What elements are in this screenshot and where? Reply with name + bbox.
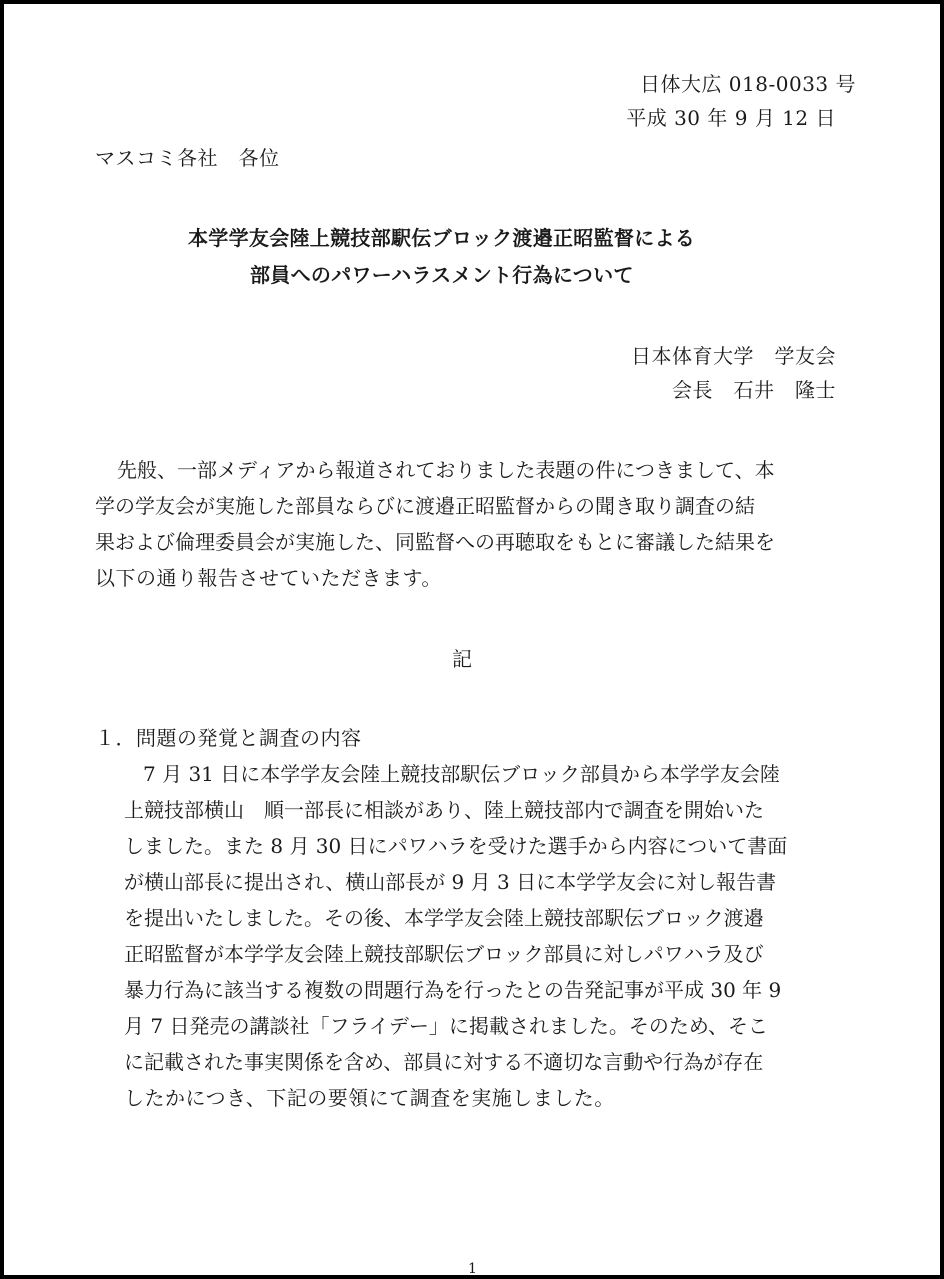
intro-line-1: 先般、一部メディアから報道されておりました表題の件につきまして、本 [117,458,775,482]
intro-line-4: 以下の通り報告させていただきます。 [95,566,442,590]
document-date: 平成 30 年 9 月 12 日 [626,106,836,130]
section-1-line-2: 上競技部横山 順一部長に相談があり、陸上競技部内で調査を開始いた [124,798,764,822]
sender-organization: 日本体育大学 学友会 [631,344,836,368]
ki-heading: 記 [452,647,473,671]
section-1-line-8: 月 7 日発売の講談社「フライデー」に掲載されました。そのため、そこ [124,1014,769,1038]
document-number: 日体大広 018-0033 号 [639,72,856,96]
recipient: マスコミ各社 各位 [95,146,280,170]
page-number: 1 [468,1261,477,1275]
section-1-line-4: が横山部長に提出され、横山部長が 9 月 3 日に本学学友会に対し報告書 [124,870,777,894]
intro-line-3: 果および倫理委員会が実施した、同監督への再聴取をもとに審議した結果を [95,530,775,554]
section-1-line-5: を提出いたしました。その後、本学学友会陸上競技部駅伝ブロック渡邉 [124,906,764,930]
section-1-line-6: 正昭監督が本学学友会陸上競技部駅伝ブロック部員に対しパワハラ及び [124,942,764,966]
section-1-line-1: 7 月 31 日に本学学友会陸上競技部駅伝ブロック部員から本学学友会陸 [143,762,780,786]
title-line-2: 部員へのパワーハラスメント行為について [250,263,634,287]
document-page [4,4,940,1275]
section-1-line-7: 暴力行為に該当する複数の問題行為を行ったとの告発記事が平成 30 年 9 [124,978,782,1002]
sender-name: 会長 石井 隆士 [672,378,836,402]
title-line-1: 本学学友会陸上競技部駅伝ブロック渡邉正昭監督による [188,226,696,250]
section-1-line-10: したかにつき、下記の要領にて調査を実施しました。 [124,1086,615,1110]
section-1-heading: １．問題の発覚と調査の内容 [95,726,362,750]
section-1-line-3: しました。また 8 月 30 日にパワハラを受けた選手から内容について書面 [124,834,788,858]
section-1-line-9: に記載された事実関係を含め、部員に対する不適切な言動や行為が存在 [124,1050,764,1074]
intro-line-2: 学の学友会が実施した部員ならびに渡邉正昭監督からの聞き取り調査の結 [95,494,755,518]
